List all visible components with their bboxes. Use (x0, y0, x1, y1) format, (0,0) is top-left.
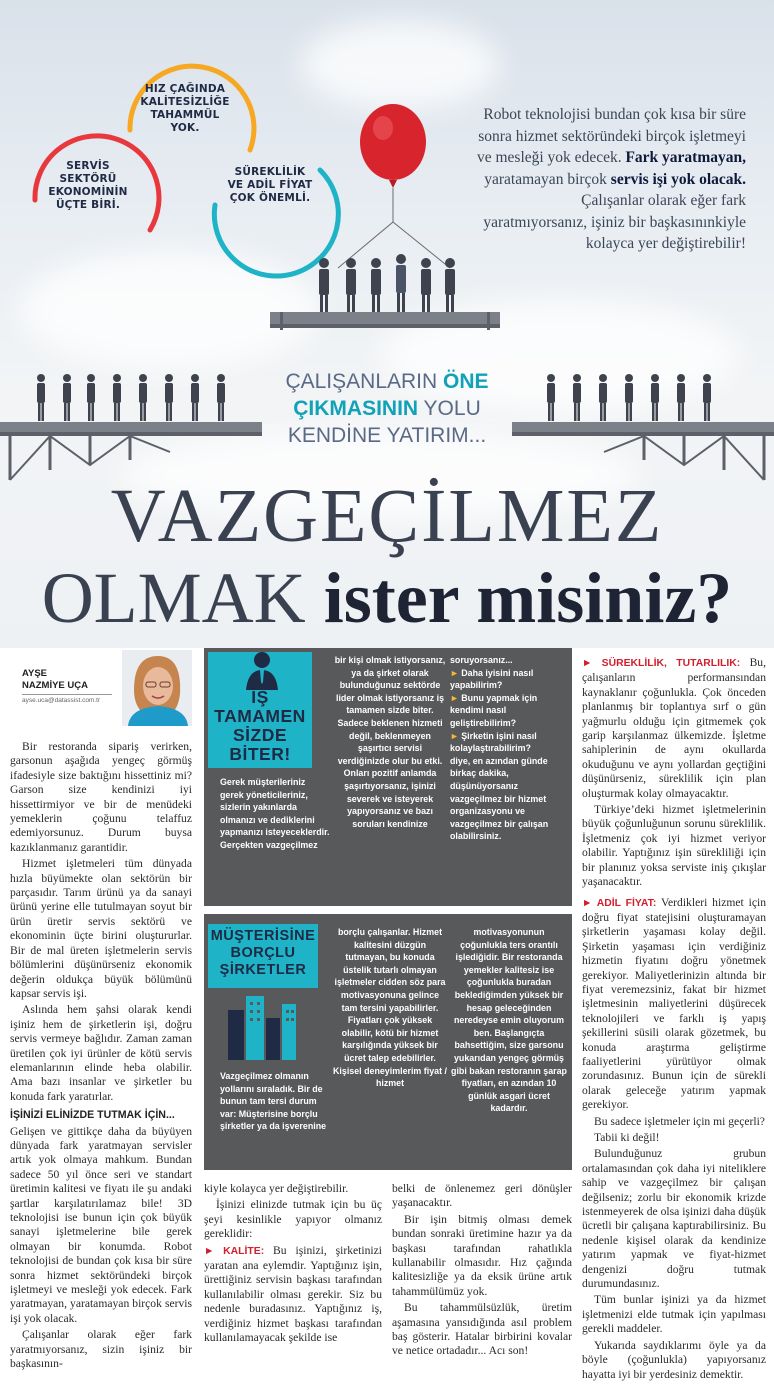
paragraph: Bir işin bitmiş olması demek bundan sonraki üretimine hazır ya da başkası tarafından rahatlıkla kullanabilir olmasıdır. Hız çağında kalitesizliğe ya da eksik ürüne artık tahammülümüz yok. (392, 1212, 572, 1298)
author-name: AYŞE NAZMİYE UÇA (22, 668, 88, 691)
bullet-arrow-icon: ► (450, 692, 459, 703)
circle-text-top: HIZ ÇAĞINDA KALİTESİZLİĞE TAHAMMÜL YOK. (140, 83, 230, 134)
box-text-b: borçlu çalışanlar. Hizmet kalitesini düzgün tutmayan, bu konuda üstelik tutarlı olmayan işletmeler cidden söz para motivasyonuna gelince tam tersini yapabilirler. Fiyatları çok yüksek olabilir, kötü bir hizmet karşılığında yüksek bir ücret talep edebilirler. Kişisel deneyimlerim fiyat / hizmet (333, 927, 447, 1089)
paragraph: Bu tahammülsüzlük, üretim aşamasına yansıdığında asıl problem baş gösterir. Hatalar birbirini kovalar ve netice ortadadır... Acı son! (392, 1301, 572, 1358)
box-musterisine-borclu-sirketler (204, 914, 572, 1170)
subheading: İŞİNİZİ ELİNİZDE TUTMAK İÇİN... (10, 1109, 175, 1122)
intro-text: Robot teknolojisi bundan çok kısa bir süre sonra hizmet sektöründeki birçok işletmeyi ve mesleği yok edecek. Fark yaratmayan, yaratamayan birçok servis işi yok olacak. Çalışanlar olarak eğer fark yaratmıyorsanız, işiniz bir başkasınınkiyle kolayca yer değiştirebilir! (476, 106, 746, 252)
box-is-tamamen-sizde-biter (204, 648, 572, 906)
paragraph: Tabii ki değil! (594, 1131, 660, 1144)
paragraph: Çalışanlar olarak eğer fark yaratmıyorsanız, sizin işiniz bir başkasının- (10, 1328, 192, 1371)
box-text-a: Gerek müşterileriniz gerek yöneticileriniz, sizlerin yakınlarda olmanızı ve dediklerini yapmanızı isteyeceklerdir. Gerçekten vazgeçilmez (220, 777, 330, 850)
circle-text-left: SERVİS SEKTÖRÜ EKONOMİNİN ÜÇTE BİRİ. (48, 160, 128, 211)
box-text-b: bir kişi olmak istiyorsanız, ya da şirket olarak bulunduğunuz sektörde lider olmak istiyorsanız iş tamamen sizde biter. Sadece beklenen hizmeti değil, beklenmeyen şaşırtıcı servisi verdiğinizde olur bu etki. Onları pozitif anlamda şaşırtıyorsanız, işinizi severek ve isteyerek yapıyorsanız ve bazı soruları kendinize (334, 655, 446, 829)
bullet-arrow-icon: ► (450, 667, 459, 678)
paragraph: Yukarıda saydıklarımı öyle ya da böyle (çoğunlukla) yapıyorsanız hayatta iyi bir yerdesiniz demektir. (582, 1338, 766, 1381)
box-text-c: motivasyonunun çoğunlukla ters orantılı işlediğidir. Bir restoranda yemekler kalitesiz ise çoğunlukla buradan beklediğimden yüksek bir hesap geleceğinden neredeyse emin oluyorum ben. Başlangıçta bahsettiğim, size garsonu yukarıdan yengeç görmüş gibi bakan restoranın şarap fiyatları, en azından 10 günlük asgari ücret kadardır. (451, 927, 567, 1114)
author-photo (122, 650, 192, 726)
hero-image (0, 0, 774, 648)
paragraph: Bir restoranda sipariş verirken, garsonun aşağıda yengeç görmüş ifadesiyle size baktığını hissettiniz mi? Garson size kendinizi iyi hissettirmiyor ve bir de menüdeki yemeklerin çoğunu telaffuz edemiyorsunuz. Durum buysa kazıklanmanız garantidir. (10, 740, 192, 854)
box-text-c: soruyorsanız... ► Daha iyisini nasıl yapabilirim? ► Bunu yapmak için kendimi nasıl geliştirebilirim? ► Şirketin işini nasıl kolaylaştırabilirim? diye, en azından günde birkaç dakika, düşünüyorsanız vazgeçilmez bir hizmet organizasyonu ve vazgeçilmez bir çalışan olabilirsiniz. (450, 655, 549, 842)
paragraph: ► KALİTE: Bu işinizi, şirketinizi yaratan ana eylemdir. Yaptığınız işin, ürettiğiniz servisin başkası tarafından kullanılabilir olması gerekir. Siz bu nedenle buradasınız. Yaptığınız iş, verdiğiniz hizmet başkası tarafından kullanılamayacak şekilde ise (204, 1243, 382, 1345)
box-text-a: Vazgeçilmez olmanın yollarını sıraladık. Bir de bunun tam tersi durum var: Müşterisine borçlu şirketler ya da işverenine (220, 1071, 327, 1132)
column-1 (10, 740, 192, 1373)
paragraph: belki de önlenemez geri dönüşler yaşanacaktır. (392, 1182, 572, 1210)
column-3 (392, 1182, 572, 1361)
paragraph: Gelişen ve gittikçe daha da büyüyen dünyada fark yaratmayan servisler artık yok olmaya mahkum. Bundan sadece 50 yıl önce seri ve standart üretimin kalitesi ve fiyatı ile şu andaki şartlar karşılatırılamaz bile! 3D teknolojisi ise bunun için çok büyük sanayi işletmelerine bile gerek olmayan bir konumda. Robot teknolojisi de bundan çok kısa bir süre sonra hizmet sektöründeki birçok işletmeyi ve mesleği yok edecek. Fark yaratmayan, yaratamayan birçok servis işi yok olacak. (10, 1124, 192, 1325)
headline-line-2: OLMAK ister misiniz? (41, 558, 733, 638)
author-box (10, 650, 192, 726)
author-divider (22, 694, 112, 695)
paragraph: Türkiye’deki hizmet işletmelerinin büyük çoğunluğunun sorunu süreklilik. İşletmeniz çok iyi hizmet veriyor olabilir. Yaptığınız işin sürekliliği için bir planınız yoksa serviste iniş çıkışlar yaşanacaktır. (582, 803, 766, 889)
tagline: ÇALIŞANLARIN ÖNE ÇIKMASININ YOLU KENDİNE YATIRIM... (285, 370, 489, 447)
paragraph: kiyle kolayca yer değiştirebilir. (204, 1182, 349, 1195)
paragraph: ► ADİL FİYAT: Verdikleri hizmet için doğru fiyat statejisini oluşturamayan şirketlerin yaşaması kolay değil. Şirketin yaşaması için verdiğiniz hizmetin fiyatını doğru yönetmek gerekiyor. Maliyetlerinizin altında bir fiyat veremezsiniz, fakat bir hizmet işletmesinin maliyetlerini düşürecek teknolojileri ve farklı iş yapış şekillerini süsili olarak gözetmek, bu konuda araştırma geliştirme faaliyetlerini yürütüyor olmak zorundasınız. Bunun için de sürekli olarak geleceğe yatırım yapmak gerekiyor. (582, 895, 766, 1112)
box-title: İŞ TAMAMEN SİZDE BİTER! (214, 687, 306, 764)
paragraph: Bulunduğunuz grubun ortalamasından çok daha iyi niteliklere sahip ve vazgeçilmez bir çalışan değilseniz; zorlu bir ekonomik krizde istenmeyerek de olsa işinizi daha düşük ücretli bir çalışana kaptırabilirsiniz. Bu nedenle kişisel olarak da kendinize yatırım yapmak ve fiyat-hizmet dengenizi doğru tutmak durumundasınız. (582, 1147, 766, 1291)
paragraph: Bu sadece işletmeler için mi geçerli? (594, 1114, 765, 1128)
author-email[interactable]: ayse.uca@datassist.com.tr (22, 697, 101, 704)
headline-line-1: VAZGEÇİLMEZ (110, 474, 664, 558)
paragraph: ► SÜREKLİLİK, TUTARLILIK: Bu, çalışanların performansından kaynaklanır çoğunlukla. Çok önceden planlanmış bir toplantıya sırf o gün yağmurlu olduğu için gitmemek çok garip karşılanmaz ülkemizde. İşletme sahiplerinin de aynı okullarda okuduğunu ve aynı yollardan geçtiğini düşünürseniz, süreklilik için plan oluşturmak kolay olmayacaktır. (582, 656, 767, 800)
buildings-icon (222, 990, 302, 1060)
paragraph: İşinizi elinizde tutmak için bu üç şeyi kesinlikle yapıyor olmanız gereklidir: (204, 1198, 382, 1241)
paragraph: Hizmet işletmeleri tüm dünyada hızla büyümekte olan sektörün bir parçasıdır. Tarım ürünü ya da sanayi ürünü yerine elle tutulmayan soyut bir ürün üretir servis sektörü ve ekonominin üçte birini oluştururlar. Bir de mal üreten işletmelerin servis bölümlerini düşünürseniz ekonomik değerin oldukça büyük bölümünü kapsar servis işi. (10, 857, 192, 1000)
circle-text-right: SÜREKLİLİK VE ADİL FİYAT ÇOK ÖNEMLİ. (227, 166, 313, 204)
paragraph: Tüm bunlar işinizi ya da hizmet işletmenizi elde tutmak için yapılması gerekli maddeler. (582, 1293, 766, 1336)
box-title: MÜŞTERİSİNE BORÇLU ŞİRKETLER (210, 928, 316, 978)
column-4 (582, 656, 766, 1384)
paragraph: Aslında hem şahsi olarak kendi işiniz hem de şirketlerin işi, doğru servis vermeye bağlıdır. Zaman zaman üretilen çok iyi ürünler de kötü servis elemanlarının elinde heba olabilir. Ama bazı insanlar ve şirketler bu konuda fark yaratırlar. (10, 1003, 192, 1103)
column-2 (204, 1182, 382, 1347)
businessman-icon (242, 650, 282, 690)
bullet-arrow-icon: ► (450, 730, 459, 741)
